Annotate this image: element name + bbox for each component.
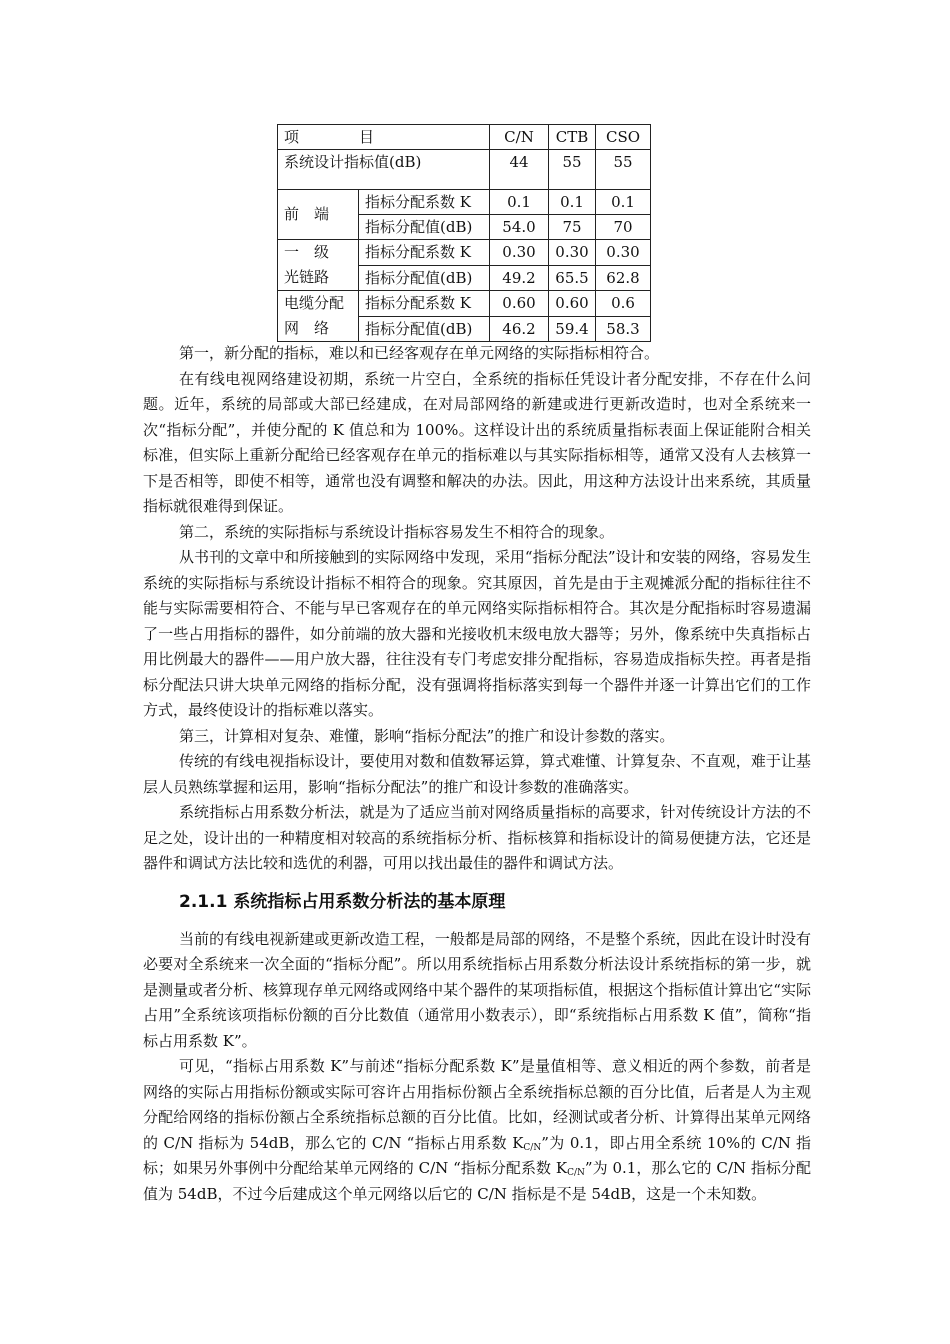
table-cell: 55 [596,150,651,190]
table-cell: 0.1 [549,190,596,215]
table-row [278,291,651,317]
row-label: 指标分配系数 K [359,240,490,266]
row-label: 指标分配系数 K [359,190,490,215]
section-heading: 2.1.1 系统指标占用系数分析法的基本原理 [179,891,506,912]
table-cell: 0.30 [596,240,651,266]
design-label: 系统设计指标值(dB) [278,150,490,190]
table-cell: 0.1 [490,190,549,215]
table-cell: 0.6 [596,291,651,317]
row-label: 指标分配值(dB) [359,215,490,240]
table-cell: 46.2 [490,316,549,342]
index-allocation-table [277,124,651,342]
group-name-cable-network: 电缆分配 网 络 [278,291,359,342]
paragraph: 系统指标占用系数分析法，就是为了适应当前对网络质量指标的高要求，针对传统设计方法的不足之处，设计出的一种精度相对较高的系统指标分析、指标核算和指标设计的简易便捷方法，它还是器件和调试方法比较和选优的利器，可用以找出最佳的器件和调试方法。 [143,803,811,872]
paragraph: 第一，新分配的指标，难以和已经客观存在单元网络的实际指标相符合。 [179,344,660,362]
table-cell: 75 [549,215,596,240]
header-cso: CSO [596,125,651,150]
header-cn: C/N [490,125,549,150]
row-label: 指标分配值(dB) [359,316,490,342]
paragraph: 传统的有线电视指标设计，要使用对数和值数幂运算，算式难懂、计算复杂、不直观，难于让基层人员熟练掌握和运用，影响“指标分配法”的推广和设计参数的准确落实。 [143,752,811,796]
text-run: ”为 0.1，那么它的 C/N 指标分配值为 54dB，不过今后建成这个单元网络以后它的 C/N 指标是不是 54dB，这是一个未知数。 [143,1159,811,1203]
table-cell: 0.60 [549,291,596,317]
table-cell: 0.60 [490,291,549,317]
header-item-cell: 项 目 [278,125,490,150]
group-name-optical-link: 一 级 光链路 [278,240,359,291]
paragraph: 在有线电视网络建设初期，系统一片空白，全系统的指标任凭设计者分配安排，不存在什么问题。近年，系统的局部或大部已经建成，在对局部网络的新建或进行更新改造时，也对全系统来一次“指标分配”，并使分配的 K 值总和为 100%。这样设计出的系统质量指标表面上保证能附合相关标准，但实际上重新分配给已经客观存在单元的指标难以与其实际指标相等，通常又没有人去核算一下是否相等，即使不相等，通常也没有调整和解决的办法。因此，用这种方法设计出来系统，其质量指标就很难得到保证。 [143,369,811,515]
paragraph: 第三，计算相对复杂、难懂，影响“指标分配法”的推广和设计参数的落实。 [179,726,675,745]
header-ctb: CTB [549,125,596,150]
design-value-row [278,150,651,190]
table-cell: 0.30 [549,240,596,266]
table-cell: 54.0 [490,215,549,240]
text-run: 可见，“指标占用系数 K”与前述“指标分配系数 K”是量值相等、意义相近的两个参数，前者是网络的实际占用指标份额或实际可容许占用指标份额占全系统指标总额的百分比值，后者是人为主观分配给网络的指标份额占全系统指标总额的百分比值。比如，经测试或者分析、计算得出某单元网络的 C/N 指标为 54dB，那么它的 C/N “指标占用系数 K [143,1057,811,1152]
paragraph: 第二，系统的实际指标与系统设计指标容易发生不相符合的现象。 [179,522,615,541]
group-name-headend: 前 端 [278,190,359,240]
table-cell: 49.2 [490,265,549,291]
table-cell: 65.5 [549,265,596,291]
paragraph: 当前的有线电视新建或更新改造工程，一般都是局部的网络，不是整个系统，因此在设计时没有必要对全系统来一次全面的“指标分配”。所以用系统指标占用系数分析法设计系统指标的第一步，就是测量或者分析、核算现存单元网络或网络中某个器件的某项指标值，根据这个指标值计算出它“实际占用”全系统该项指标份额的百分比数值（通常用小数表示），即“系统指标占用系数 K 值”，简称“指标占用系数 K”。 [143,929,811,1050]
paragraph: 从书刊的文章中和所接触到的实际网络中发现，采用“指标分配法”设计和安装的网络，容易发生系统的实际指标与系统设计指标不相符合的现象。究其原因，首先是由于主观摊派分配的指标往往不能与实际需要相符合、不能与早已客观存在的单元网络实际指标相符合。其次是分配指标时容易遗漏了一些占用指标的器件，如分前端的放大器和光接收机末级电放大器等；另外，像系统中失真指标占用比例最大的器件——用户放大器，往往没有专门考虑安排分配指标，容易造成指标失控。再者是指标分配法只讲大块单元网络的指标分配，没有强调将指标落实到每一个器件并逐一计算出它们的工作方式，最终使设计的指标难以落实。 [143,548,811,719]
table-cell: 62.8 [596,265,651,291]
paragraph [143,1054,811,1207]
table-cell: 58.3 [596,316,651,342]
row-label: 指标分配系数 K [359,291,490,317]
subscript: C/N [567,1168,585,1178]
body-text [143,341,811,1207]
table-header-row [278,125,651,150]
text-run: ”为 0.1，即占用全系统 10%的 C/N 指标；如果另外事例中分配给某单元网络的 C/N “指标分配系数 K [143,1133,812,1177]
table-cell: 70 [596,215,651,240]
table-cell: 55 [549,150,596,190]
table-row [278,190,651,215]
table-cell: 59.4 [549,316,596,342]
table-cell: 0.1 [596,190,651,215]
table-cell: 44 [490,150,549,190]
row-label: 指标分配值(dB) [359,265,490,291]
table-row [278,240,651,266]
subscript: C/N [523,1142,542,1153]
table-cell: 0.30 [490,240,549,266]
